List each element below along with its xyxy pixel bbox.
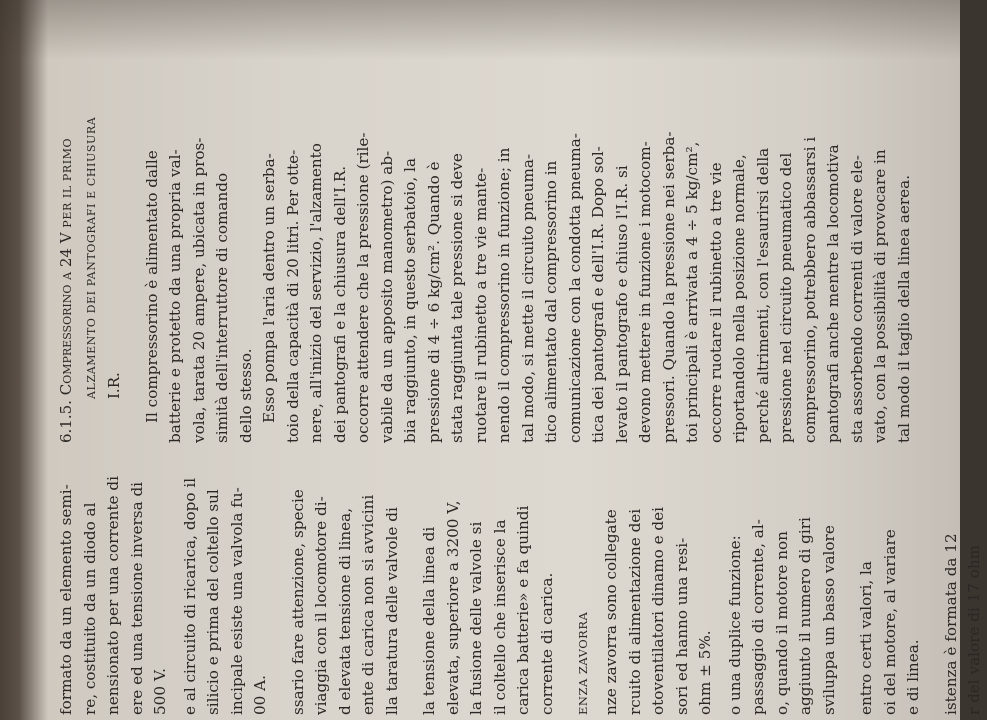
text-line: levato il pantografo e chiuso l'I.R. si	[612, 165, 631, 443]
text-line: 500 V.	[151, 668, 169, 715]
text-line: o, quando il motore non	[772, 531, 791, 715]
text-line: rcuito di alimentazione dei	[625, 508, 644, 715]
text-line: pressori. Quando la pressione nei serba-	[659, 131, 678, 443]
text-line: e al circuito di ricarica, dopo il	[180, 477, 199, 715]
text-line: oi del motore, al variare	[880, 529, 899, 715]
text-line: ente di carica non si avvicini	[359, 494, 377, 715]
text-line: istenza è formata da 12	[941, 533, 960, 715]
left-block-5	[600, 460, 718, 715]
text-line: silicio e prima del coltello sul	[204, 489, 222, 715]
text-line: perché altrimenti, con l'esaurirsi della	[753, 147, 772, 443]
left-section-heading: ENZA ZAVORRA	[576, 611, 590, 715]
text-line: elevata, superiore a 3200 V,	[443, 500, 462, 715]
text-line: viaggia con il locomotore di-	[312, 496, 330, 715]
text-line: corrente di carica.	[537, 572, 556, 715]
text-line: tico alimentato dal compressorino in	[542, 160, 560, 443]
text-line: entro certi valori, la	[857, 561, 875, 715]
text-line: re, costituito da un diodo al	[80, 502, 99, 715]
left-column	[55, 460, 983, 715]
text-line: Esso pompa l'aria dentro un serba-	[260, 153, 278, 423]
rotated-text-block	[55, 0, 985, 715]
text-line: formato da un elemento semi-	[57, 484, 75, 715]
text-line: nere, all'inizio del servizio, l'alzamento	[307, 143, 325, 443]
right-column	[55, 53, 955, 443]
text-line: lla taratura delle valvole di	[382, 507, 401, 715]
text-line: occorre ruotare il rubinetto a tre vie	[706, 162, 725, 443]
text-line: pressione nel circuito pneumatico del	[777, 152, 795, 443]
left-block-8	[940, 460, 987, 715]
text-line: stata raggiunta tale pressione si deve	[448, 153, 466, 443]
left-block-6	[724, 460, 842, 715]
left-block-7	[855, 460, 926, 715]
text-line: pressione di 4 ÷ 6 kg/cm². Quando è	[424, 161, 443, 443]
text-line: sta assorbendo correnti di valore ele-	[847, 155, 866, 443]
text-line: carica batterie» e fa quindi	[514, 505, 532, 715]
text-line: compressorino, potrebbero abbassarsi i	[800, 136, 819, 443]
text-line: otoventilatori dinamo e dei	[649, 507, 667, 715]
section-heading-line-1	[55, 53, 80, 443]
text-line: d elevata tensione di linea,	[335, 507, 354, 715]
text-line: e di linea.	[904, 639, 922, 715]
text-line: sviluppa un basso valore	[819, 525, 838, 715]
text-line: occorre attendere che la pressione (rile-	[354, 132, 372, 443]
text-line: vabile da un apposito manometro) ab-	[377, 150, 396, 443]
text-line: batterie e protetto da una propria val-	[166, 149, 184, 443]
section-heading-line-3: I.R.	[105, 372, 123, 399]
text-line: incipale esiste una valvola fu-	[227, 487, 246, 715]
text-line: Il compressorino è alimentato dalle	[142, 150, 161, 423]
left-block-2	[179, 460, 273, 715]
text-line: pantografi anche mentre la locomotiva	[824, 144, 842, 443]
section-heading-line-2: ALZAMENTO DEI PANTOGRAFI E CHIUSURA	[84, 116, 98, 399]
left-block-3	[287, 460, 405, 715]
text-line: vola, tarata 20 ampere, ubicata in pros-	[189, 137, 208, 443]
text-line: nensionato per una corrente di	[104, 476, 122, 715]
text-line: ruotare il rubinetto a tre vie mante-	[471, 167, 490, 443]
text-line: o una duplice funzione:	[725, 535, 744, 715]
text-line: bia raggiunto, in questo serbatoio, la	[401, 157, 419, 443]
section-heading	[55, 53, 127, 443]
text-line: dei pantografi e la chiusura dell'I.R.	[330, 165, 349, 443]
text-line: vato, con la possibilità di provocare in	[871, 149, 889, 443]
text-line: passaggio di corrente, al-	[749, 519, 767, 715]
section-title-small: PER IL PRIMO	[61, 137, 74, 228]
text-line: tica dei pantografi e dell'I.R. Dopo sol-	[589, 146, 607, 443]
paragraph-2	[258, 53, 916, 443]
paragraph-1	[141, 53, 259, 443]
text-line: riportandolo nella posizione normale,	[730, 154, 748, 443]
text-line: sori ed hanno una resi-	[672, 537, 691, 715]
text-line: r del valore di 17 ohm	[965, 544, 983, 715]
left-block-1	[55, 460, 173, 715]
section-number: 6.1.5.	[57, 400, 75, 443]
text-line: aggiunto il numero di giri	[796, 517, 814, 715]
text-line: nendo il compressorino in funzione; in	[495, 147, 513, 443]
text-line: toio della capacità di 20 litri. Per otte-	[283, 149, 302, 443]
text-line: tal modo il taglio della linea aerea.	[894, 174, 913, 443]
text-line: ere ed una tensione inversa di	[127, 481, 146, 715]
text-line: 00 A.	[251, 675, 269, 715]
text-line: ssario fare attenzione, specie	[288, 489, 307, 715]
text-line: la tensione della linea di	[420, 526, 438, 715]
text-line: nze zavorra sono collegate	[602, 509, 620, 715]
text-line: toi principali è arrivata a 4 ÷ 5 kg/cm²,	[683, 141, 701, 443]
text-line: simità dell'interruttore di comando	[213, 172, 231, 443]
text-line: devono mettere in funzione i motocom-	[636, 141, 654, 443]
text-line: la fusione delle valvole si	[467, 521, 485, 715]
text-line: il coltello che inserisce la	[490, 519, 509, 715]
left-block-4	[418, 460, 559, 715]
text-line: ohm ± 5%.	[696, 630, 714, 715]
text-line: tal modo, si mette il circuito pneuma-	[518, 153, 537, 443]
text-line: dello stesso.	[236, 348, 255, 443]
text-line: comunicazione con la condotta pneuma-	[565, 133, 584, 443]
section-title-big: Compressorino a 24 V	[57, 232, 75, 396]
